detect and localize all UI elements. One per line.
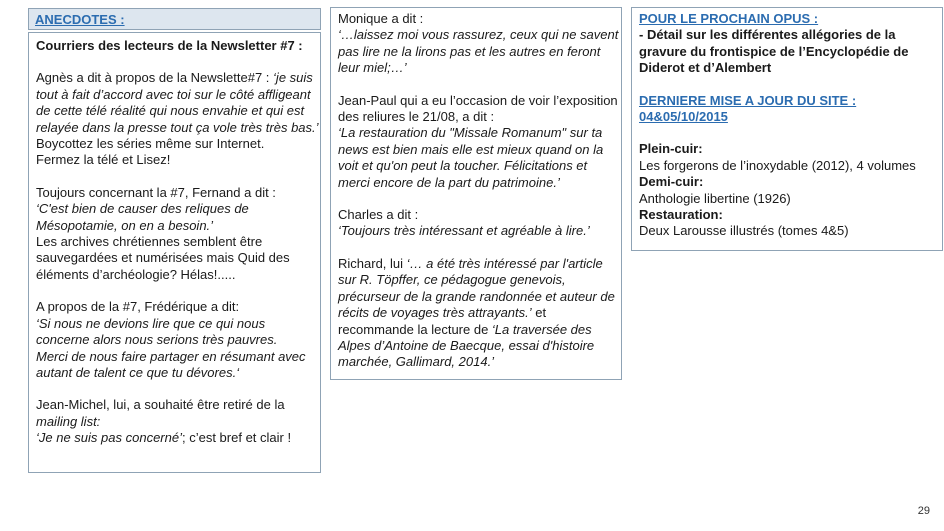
anecdotes-header: [28, 8, 321, 30]
frederique-intro: A propos de la #7, Frédérique a dit:: [36, 299, 240, 315]
letters-title: Courriers des lecteurs de la Newsletter #7 :: [36, 38, 303, 53]
jean-paul-letter: [338, 93, 621, 191]
monique-quote: ‘…laissez moi vous rassurez, ceux qui ne savent pas lire ne la lirons pas et les autres en feront leur miel;…’: [338, 27, 619, 76]
site-update-date: DERNIERE MISE A JOUR DU SITE : 04&05/10/2015: [639, 92, 857, 125]
next-issue-box: [631, 7, 943, 251]
jp-quote: ‘La restauration du "Missale Romanum" sur ta news est bien mais elle est mieux quand on la voit et qu'on peut la toucher. Félicitations et merci encore de la part du patrimoine.’: [338, 125, 604, 190]
jm-italic: mailing list:: [36, 413, 101, 429]
next-issue-text: [639, 11, 939, 240]
agnes-extra-2: Fermez la télé et Lisez!: [36, 152, 171, 168]
monique-letter: [338, 11, 621, 77]
reader-letters-box: [28, 32, 321, 473]
jm-intro: Jean-Michel, lui, a souhaité être retiré de la: [36, 397, 285, 413]
reader-letters-text-2: [338, 11, 621, 387]
jean-michel-letter: [36, 397, 319, 446]
fernand-intro: Toujours concernant la #7, Fernand a dit :: [36, 184, 276, 200]
richard-quote: ‘… a été très intéressé par l'article sur R. Töpffer, ce pédagogue genevois, précurseur de la grande randonnée et auteur de récits de voyages très attrayants.’: [338, 255, 615, 321]
reader-letters-text: [36, 38, 319, 463]
jm-quote: ‘Je ne suis pas concerné’: [36, 430, 182, 446]
charles-quote: ‘Toujours très intéressant et agréable à lire.’: [338, 223, 590, 239]
demi-cuir-label: Demi-cuir:: [639, 174, 704, 190]
fernand-extra: Les archives chrétiennes semblent être sauvegardées et numérisées mais Quid des éléments d’archéologie? Hélas!.....: [36, 234, 290, 282]
agnes-extra-1: Boycottez les séries même sur Internet.: [36, 136, 265, 152]
anecdotes-header-label: ANECDOTES :: [35, 12, 125, 27]
charles-letter: [338, 207, 621, 240]
demi-cuir-text: Anthologie libertine (1926): [639, 190, 791, 206]
restauration-label: Restauration:: [639, 207, 723, 223]
monique-intro: Monique a dit :: [338, 11, 424, 26]
agnes-letter: [36, 70, 319, 168]
plein-cuir-label: Plein-cuir:: [639, 141, 703, 157]
richard-letter: [338, 256, 621, 371]
fernand-letter: [36, 185, 319, 283]
frederique-quote-1: ‘Si nous ne devions lire que ce qui nous concerne alors nous serions très pauvres.: [36, 315, 278, 348]
reader-letters-box-2: [330, 7, 622, 380]
frederique-letter: [36, 299, 319, 381]
charles-intro: Charles a dit :: [338, 207, 419, 223]
restauration-text: Deux Larousse illustrés (tomes 4&5): [639, 223, 849, 239]
fernand-quote: ‘C'est bien de causer des reliques de Mésopotamie, on en a besoin.’: [36, 201, 249, 233]
next-issue-detail: - Détail sur les différentes allégories de la gravure du frontispice de l’Encyclopédie de Diderot et d’Alembert: [639, 27, 909, 76]
richard-mid: et recommande la lecture de: [338, 305, 547, 337]
jp-intro: Jean-Paul qui a eu l’occasion de voir l’exposition des reliures le 21/08, a dit :: [338, 92, 618, 125]
agnes-quote: ‘je suis tout à fait d’accord avec toi sur le côté affligeant de cette télé réalité qui nous envahie et qui est relayée dans la presse tout ça vole très très bas.’: [36, 70, 319, 135]
richard-book: ‘La traversée des Alpes d’Antoine de Baecque, essai d'histoire marchée, Gallimard, 2014.’: [338, 321, 595, 370]
page-number: 29: [917, 505, 930, 517]
next-issue-title: POUR LE PROCHAIN OPUS :: [639, 11, 819, 26]
richard-intro: Richard, lui: [338, 255, 407, 271]
frederique-quote-2: Merci de nous faire partager en résumant avec autant de talent ce que tu dévores.‘: [36, 348, 306, 380]
plein-cuir-text: Les forgerons de l’inoxydable (2012), 4 volumes: [639, 157, 916, 173]
agnes-intro: Agnès a dit à propos de la Newslette#7 :: [36, 70, 274, 86]
jm-end: ; c’est bref et clair !: [181, 430, 292, 446]
